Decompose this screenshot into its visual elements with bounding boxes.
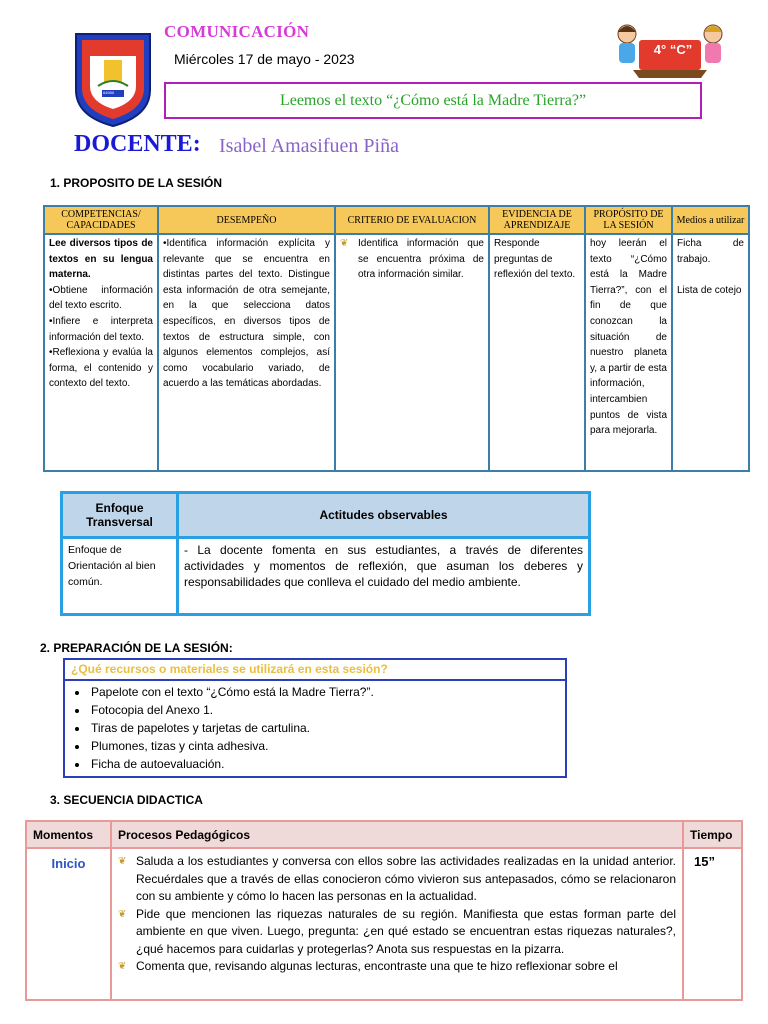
time-inicio: 15” — [683, 848, 742, 1000]
resources-question: ¿Qué recursos o materiales se utilizará en esta sesión? — [65, 660, 565, 681]
butterfly-bullet-icon: ❦ — [118, 961, 127, 972]
docente-label: DOCENTE: — [74, 131, 201, 157]
enfoque-label-cell: Enfoque de Orientación al bien común. — [62, 538, 178, 615]
capacidad-item: •Infiere e interpreta información del texto. — [49, 315, 153, 343]
capacidad-item: •Reflexiona y evalúa la forma, el contenido y contexto del texto. — [49, 347, 153, 390]
enfoque-header — [62, 493, 590, 538]
desempeno-cell: •Identifica información explícita y relevante que se encuentra en distintas partes del texto. Distingue esta información de otra semejante, en la que selecciona datos específicos, en diversos tipos de textos de estructura simple, con algunos elementos complejos, así como vocabulario variado, de acuerdo a las temáticas abordadas. — [158, 234, 335, 471]
evidencia-cell: Responde preguntas de reflexión del texto. — [489, 234, 585, 471]
grade-illustration — [605, 20, 735, 84]
butterfly-bullet-icon: ❦ — [118, 908, 127, 920]
lesson-title: Leemos el texto “¿Cómo está la Madre Tierra?” — [164, 82, 702, 119]
col-procesos: Procesos Pedagógicos — [111, 821, 683, 848]
table-row — [44, 234, 749, 471]
docente-name: Isabel Amasifuen Piña — [219, 135, 399, 157]
actitudes-col: Actitudes observables — [178, 493, 590, 538]
school-logo — [72, 30, 154, 128]
medio-item: Lista de cotejo — [677, 285, 742, 297]
butterfly-bullet-icon: ❦ — [118, 856, 127, 867]
competencias-cell — [44, 234, 158, 471]
table-row — [62, 538, 590, 615]
resources-box — [63, 658, 567, 778]
processes-cell — [111, 848, 683, 1000]
table-row — [26, 848, 742, 1000]
col-proposito: PROPÓSITO DE LA SESIÓN — [585, 206, 672, 234]
process-item: ❦ Saluda a los estudiantes y conversa con ellos sobre las actividades realizadas en la unidad anterior. Recuérdales que a través de ellas conocieron cómo vivieron sus antepasados, cómo se relacionaron con su ambiente y cómo lo hacen las personas en la actualidad. — [118, 854, 676, 903]
logo-text: I.E. 64000 — [96, 90, 115, 95]
col-desempeno: DESEMPEÑO — [158, 206, 335, 234]
section3-heading: 3. SECUENCIA DIDACTICA — [50, 793, 203, 807]
medio-item: Ficha de trabajo. — [677, 238, 744, 265]
list-item: • Papelote con el texto “¿Cómo está la Madre Tierra?”. — [89, 683, 565, 701]
list-item: • Plumones, tizas y cinta adhesiva. — [89, 737, 565, 755]
col-criterio: CRITERIO DE EVALUACION — [335, 206, 489, 234]
sequence-table — [25, 820, 743, 1001]
purpose-table — [43, 205, 750, 472]
moment-inicio: Inicio — [26, 848, 111, 1000]
enfoque-col: Enfoque Transversal — [62, 493, 178, 538]
criterio-cell — [335, 234, 489, 471]
enfoque-table — [60, 491, 591, 616]
list-item: • Ficha de autoevaluación. — [89, 755, 565, 773]
actitudes-cell: - La docente fomenta en sus estudiantes, a través de diferentes actividades y momentos de reflexión, que asuman los deberes y responsabilidades que conlleva el cuidado del medio ambiente. — [178, 538, 590, 615]
butterfly-bullet-icon: ❦ — [340, 238, 349, 249]
process-item: ❦ Comenta que, revisando algunas lecturas, encontraste una que te hizo reflexionar sobre el — [118, 958, 676, 976]
purpose-table-header — [44, 206, 749, 234]
resources-list — [65, 681, 565, 776]
medios-cell — [672, 234, 749, 471]
criterio-text: Identifica información que se encuentra próxima de otra información similar. — [358, 238, 484, 281]
col-competencias: COMPETENCIAS/ CAPACIDADES — [44, 206, 158, 234]
col-evidencia: EVIDENCIA DE APRENDIZAJE — [489, 206, 585, 234]
section1-heading: 1. PROPOSITO DE LA SESIÓN — [50, 176, 223, 190]
subject-title: COMUNICACIÓN — [164, 22, 310, 41]
session-date: Miércoles 17 de mayo - 2023 — [174, 51, 355, 67]
competencias-title: Lee diversos tipos de textos en su lengua materna. — [49, 238, 153, 281]
col-momentos: Momentos — [26, 821, 111, 848]
section2-heading: 2. PREPARACIÓN DE LA SESIÓN: — [40, 641, 233, 655]
col-tiempo: Tiempo — [683, 821, 742, 848]
process-item: ❦ Pide que mencionen las riquezas naturales de su región. Manifiesta que estas forman parte del ambiente en que viven. Luego, pregunta: ¿en qué estado se encuentran estas riquezas naturales?, ¿qué hacemos para cuidarlas y protegerlas? Anota sus respuestas en la pizarra. — [118, 906, 676, 956]
sequence-header — [26, 821, 742, 848]
col-medios: Medios a utilizar — [672, 206, 749, 234]
proposito-cell: hoy leerán el texto “¿Cómo está la Madre Tierra?”, con el fin de que conozcan la situación de nuestro planeta y, a partir de esta información, intercambien puntos de vista para mejorarla. — [585, 234, 672, 471]
grade-label: 4° “C” — [653, 42, 693, 57]
list-item: • Fotocopia del Anexo 1. — [89, 701, 565, 719]
list-item: • Tiras de papelotes y tarjetas de cartulina. — [89, 719, 565, 737]
capacidad-item: •Obtiene información del texto escrito. — [49, 284, 153, 312]
